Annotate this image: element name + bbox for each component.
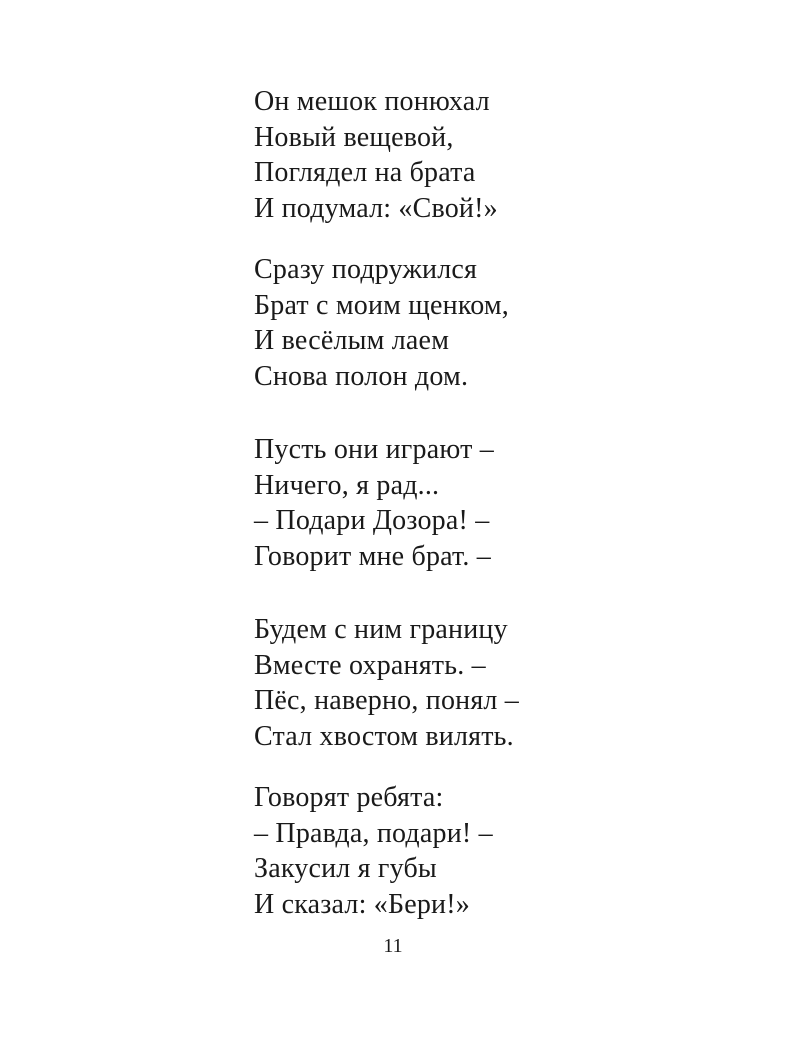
page-number: 11 — [383, 935, 403, 957]
poem-line: И сказал: «Бери!» — [254, 888, 470, 920]
stanza-gap — [254, 754, 734, 780]
poem-line: Вместе охранять. – — [254, 649, 486, 681]
poem-line: Закусил я губы — [254, 853, 437, 884]
poem-line: Стал хвостом вилять. — [254, 720, 514, 752]
poem-line: Он мешок понюхал — [254, 86, 490, 117]
poem-line: Говорят ребята: — [254, 782, 444, 813]
poem-line: И весёлым лаем — [254, 325, 450, 356]
poem-line: – Правда, подари! – — [254, 817, 493, 849]
poem-line: Новый вещевой, — [254, 121, 454, 153]
poem-line: – Подари Дозора! – — [254, 505, 490, 536]
stanza-2 — [254, 252, 734, 394]
stanza-3 — [254, 432, 734, 574]
poem-line: Пёс, наверно, понял – — [254, 685, 519, 716]
poem — [254, 84, 734, 922]
poem-line: И подумал: «Свой!» — [254, 192, 498, 224]
poem-line: Говорит мне брат. – — [254, 540, 491, 572]
poem-line: Сразу подружился — [254, 254, 478, 285]
stanza-gap — [254, 226, 734, 252]
poem-line: Поглядел на брата — [254, 157, 476, 188]
stanza-1 — [254, 84, 734, 226]
poem-line: Ничего, я рад... — [254, 469, 440, 501]
stanza-gap — [254, 574, 734, 612]
poem-line: Снова полон дом. — [254, 360, 469, 392]
poem-line: Пусть они играют – — [254, 434, 494, 465]
stanza-gap — [254, 394, 734, 432]
stanza-5 — [254, 780, 734, 922]
stanza-4 — [254, 612, 734, 754]
poem-line: Брат с моим щенком, — [254, 289, 510, 321]
poem-line: Будем с ним границу — [254, 614, 508, 645]
